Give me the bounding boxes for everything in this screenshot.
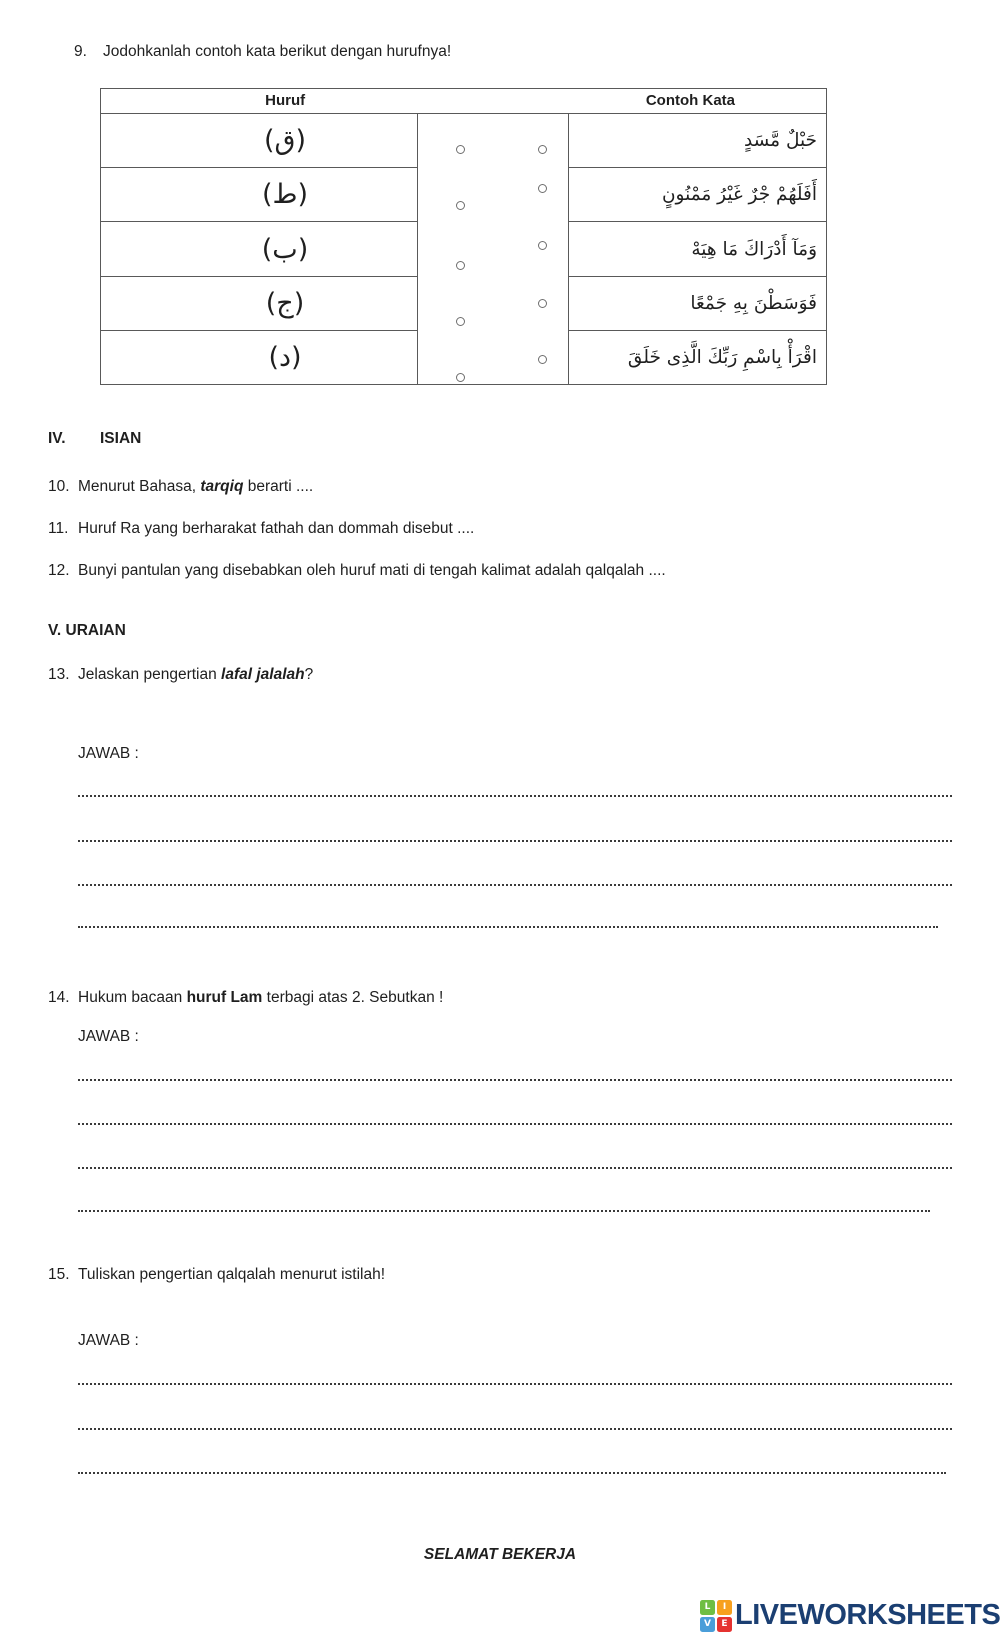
section-isian-title: ISIAN xyxy=(100,430,142,447)
huruf-cell: (ط) xyxy=(101,168,417,222)
question-15-number: 15. xyxy=(48,1266,70,1283)
question-12-number: 12. xyxy=(48,562,70,579)
logo-tile-v: V xyxy=(700,1617,715,1632)
contoh-kata-cell: فَوَسَطْنَ بِهِ جَمْعًا xyxy=(569,277,826,331)
answer-line-13-4[interactable] xyxy=(78,926,938,928)
section-uraian-heading: V. URAIAN xyxy=(48,622,126,639)
jawab-label-14: JAWAB : xyxy=(78,1028,139,1045)
match-dot-left-5[interactable] xyxy=(456,373,465,382)
question-11-text: Huruf Ra yang berharakat fathah dan dommah disebut .... xyxy=(78,520,475,537)
question-14-text: Hukum bacaan xyxy=(78,989,187,1006)
section-isian-numeral: IV. xyxy=(48,430,66,447)
huruf-cell: (ب) xyxy=(101,222,417,276)
answer-line-14-3[interactable] xyxy=(78,1167,952,1169)
huruf-cell: (د) xyxy=(268,341,302,373)
match-dot-left-1[interactable] xyxy=(456,145,465,154)
match-dot-left-2[interactable] xyxy=(456,201,465,210)
matching-table xyxy=(100,88,827,385)
question-13-term: lafal jalalah xyxy=(221,666,305,683)
match-dot-right-5[interactable] xyxy=(538,355,547,364)
question-10-text-after: berarti .... xyxy=(243,478,314,495)
question-9-number: 9. xyxy=(74,43,87,60)
question-15 xyxy=(48,1265,385,1284)
logo-tile-e: E xyxy=(717,1617,732,1632)
matching-table-header xyxy=(101,89,826,114)
logo-tile-l: L xyxy=(700,1600,715,1615)
question-13-text-after: ? xyxy=(304,666,314,683)
column-header-contoh-kata: Contoh Kata xyxy=(645,92,736,109)
question-10-number: 10. xyxy=(48,478,70,495)
question-11 xyxy=(48,519,474,538)
question-10-term: tarqiq xyxy=(200,478,244,495)
contoh-kata-cell: أَفَلَهُمْ جْرٌ غَيْرُ مَمْنُونٍ xyxy=(569,168,826,222)
question-15-text: Tuliskan pengertian qalqalah menurut istilah! xyxy=(78,1266,386,1283)
answer-line-15-1[interactable] xyxy=(78,1383,952,1385)
column-header-huruf: Huruf xyxy=(265,92,306,109)
answer-line-15-2[interactable] xyxy=(78,1428,952,1430)
question-9 xyxy=(74,42,451,61)
question-14-term: huruf Lam xyxy=(186,989,263,1006)
question-9-text: Jodohkanlah contoh kata berikut dengan hurufnya! xyxy=(103,43,452,60)
contoh-kata-cell: اقْرَأْ بِاسْمِ رَبِّكَ الَّذِى خَلَقَ xyxy=(627,346,817,368)
match-dot-left-3[interactable] xyxy=(456,261,465,270)
match-dot-right-4[interactable] xyxy=(538,299,547,308)
jawab-label-13: JAWAB : xyxy=(78,745,139,762)
contoh-kata-column xyxy=(569,114,826,384)
answer-line-14-1[interactable] xyxy=(78,1079,952,1081)
match-dot-left-4[interactable] xyxy=(456,317,465,326)
answer-line-14-2[interactable] xyxy=(78,1123,952,1125)
answer-line-14-4[interactable] xyxy=(78,1210,930,1212)
huruf-column xyxy=(101,114,418,384)
jawab-label-15: JAWAB : xyxy=(78,1332,139,1349)
question-13-text: Jelaskan pengertian xyxy=(78,666,222,683)
match-dot-right-1[interactable] xyxy=(538,145,547,154)
logo-tile-i: I xyxy=(717,1600,732,1615)
question-12 xyxy=(48,561,666,580)
question-13 xyxy=(48,665,313,684)
answer-line-15-3[interactable] xyxy=(78,1472,946,1474)
closing-message: SELAMAT BEKERJA xyxy=(423,1546,577,1563)
question-10-text: Menurut Bahasa, xyxy=(78,478,201,495)
question-10 xyxy=(48,477,313,496)
question-13-number: 13. xyxy=(48,666,70,683)
huruf-cell: (ج) xyxy=(101,277,417,331)
contoh-kata-cell: وَمَآ أَدْرَاكَ مَا هِيَهْ xyxy=(569,222,826,276)
match-dots-column xyxy=(418,114,569,384)
liveworksheets-logo-icon xyxy=(700,1600,732,1632)
answer-line-13-1[interactable] xyxy=(78,795,952,797)
section-isian-heading xyxy=(48,430,141,448)
question-12-text: Bunyi pantulan yang disebabkan oleh huruf mati di tengah kalimat adalah qalqalah .... xyxy=(78,562,666,579)
matching-table-body xyxy=(101,114,826,384)
liveworksheets-logo-text: LIVEWORKSHEETS xyxy=(735,1599,1000,1631)
contoh-kata-cell: حَبْلٌ مَّسَدٍ xyxy=(569,114,826,168)
question-14-number: 14. xyxy=(48,989,70,1006)
question-11-number: 11. xyxy=(48,520,69,537)
question-14 xyxy=(48,988,443,1007)
huruf-cell: (ق) xyxy=(101,114,417,168)
match-dot-right-2[interactable] xyxy=(538,184,547,193)
answer-line-13-3[interactable] xyxy=(78,884,952,886)
question-14-text-after: terbagi atas 2. Sebutkan ! xyxy=(262,989,444,1006)
liveworksheets-logo[interactable] xyxy=(700,1599,1000,1632)
match-dot-right-3[interactable] xyxy=(538,241,547,250)
answer-line-13-2[interactable] xyxy=(78,840,952,842)
